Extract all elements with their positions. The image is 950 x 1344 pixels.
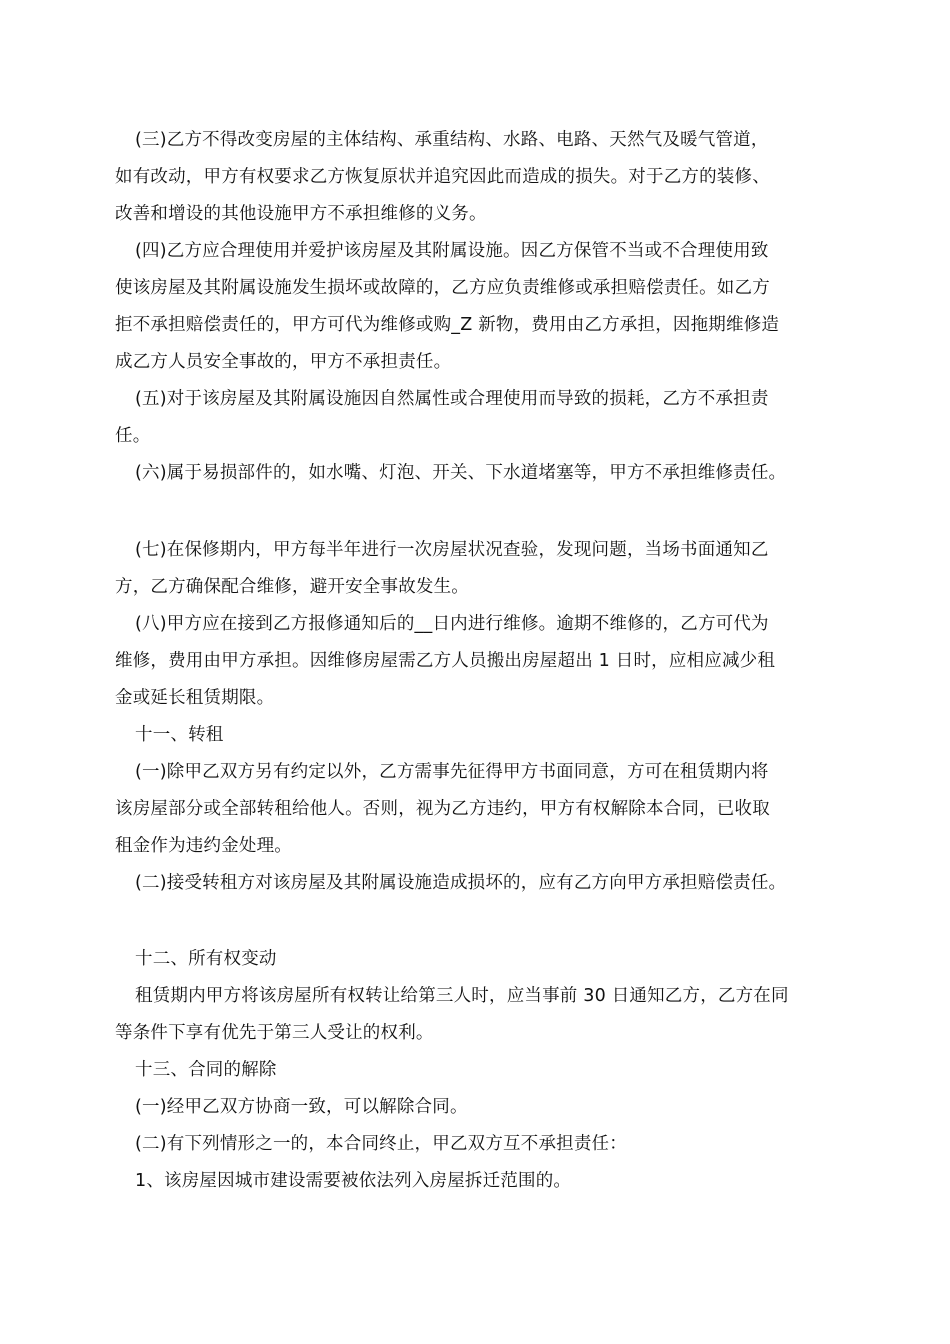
section-heading: 十二、所有权变动 [135,949,277,969]
paragraph-line: (八)甲方应在接到乙方报修通知后的__日内进行维修。逾期不维修的，乙方可代为 [135,614,769,634]
paragraph-line: (七)在保修期内，甲方每半年进行一次房屋状况查验，发现问题，当场书面通知乙 [135,540,769,560]
paragraph-line: (二)接受转租方对该房屋及其附属设施造成损坏的，应有乙方向甲方承担赔偿责任。 [135,873,787,893]
paragraph-line: (五)对于该房屋及其附属设施因自然属性或合理使用而导致的损耗，乙方不承担责 [135,389,769,409]
paragraph-line: 使该房屋及其附属设施发生损坏或故障的，乙方应负责维修或承担赔偿责任。如乙方 [115,278,770,298]
paragraph-line: 成乙方人员安全事故的，甲方不承担责任。 [115,352,452,372]
paragraph-line: 任。 [115,426,151,446]
paragraph-line: 租赁期内甲方将该房屋所有权转让给第三人时，应当事前 30 日通知乙方，乙方在同 [135,986,789,1006]
paragraph-line: (四)乙方应合理使用并爱护该房屋及其附属设施。因乙方保管不当或不合理使用致 [135,241,769,261]
paragraph-line: (一)经甲乙双方协商一致，可以解除合同。 [135,1097,468,1117]
paragraph-line: (六)属于易损部件的，如水嘴、灯泡、开关、下水道堵塞等，甲方不承担维修责任。 [135,463,787,483]
paragraph-line: 租金作为违约金处理。 [115,836,292,856]
paragraph-line: 方，乙方确保配合维修，避开安全事故发生。 [115,577,469,597]
section-heading: 十三、合同的解除 [135,1060,277,1080]
paragraph-line: (二)有下列情形之一的，本合同终止，甲乙双方互不承担责任： [135,1134,627,1154]
paragraph-line: (三)乙方不得改变房屋的主体结构、承重结构、水路、电路、天然气及暖气管道， [135,130,769,150]
paragraph-line: 如有改动，甲方有权要求乙方恢复原状并追究因此而造成的损失。对于乙方的装修、 [115,167,770,187]
paragraph-line: (一)除甲乙双方另有约定以外，乙方需事先征得甲方书面同意，方可在租赁期内将 [135,762,769,782]
paragraph-line: 改善和增设的其他设施甲方不承担维修的义务。 [115,204,487,224]
paragraph-line: 该房屋部分或全部转租给他人。否则，视为乙方违约，甲方有权解除本合同，已收取 [115,799,770,819]
paragraph-line: 等条件下享有优先于第三人受让的权利。 [115,1023,434,1043]
paragraph-line: 维修，费用由甲方承担。因维修房屋需乙方人员搬出房屋超出 1 日时，应相应减少租 [115,651,776,671]
paragraph-line: 拒不承担赔偿责任的，甲方可代为维修或购_Z 新物，费用由乙方承担，因拖期维修造 [115,315,780,335]
paragraph-line: 1、该房屋因城市建设需要被依法列入房屋拆迁范围的。 [135,1171,572,1191]
paragraph-line: 金或延长租赁期限。 [115,688,275,708]
section-heading: 十一、转租 [135,725,224,745]
